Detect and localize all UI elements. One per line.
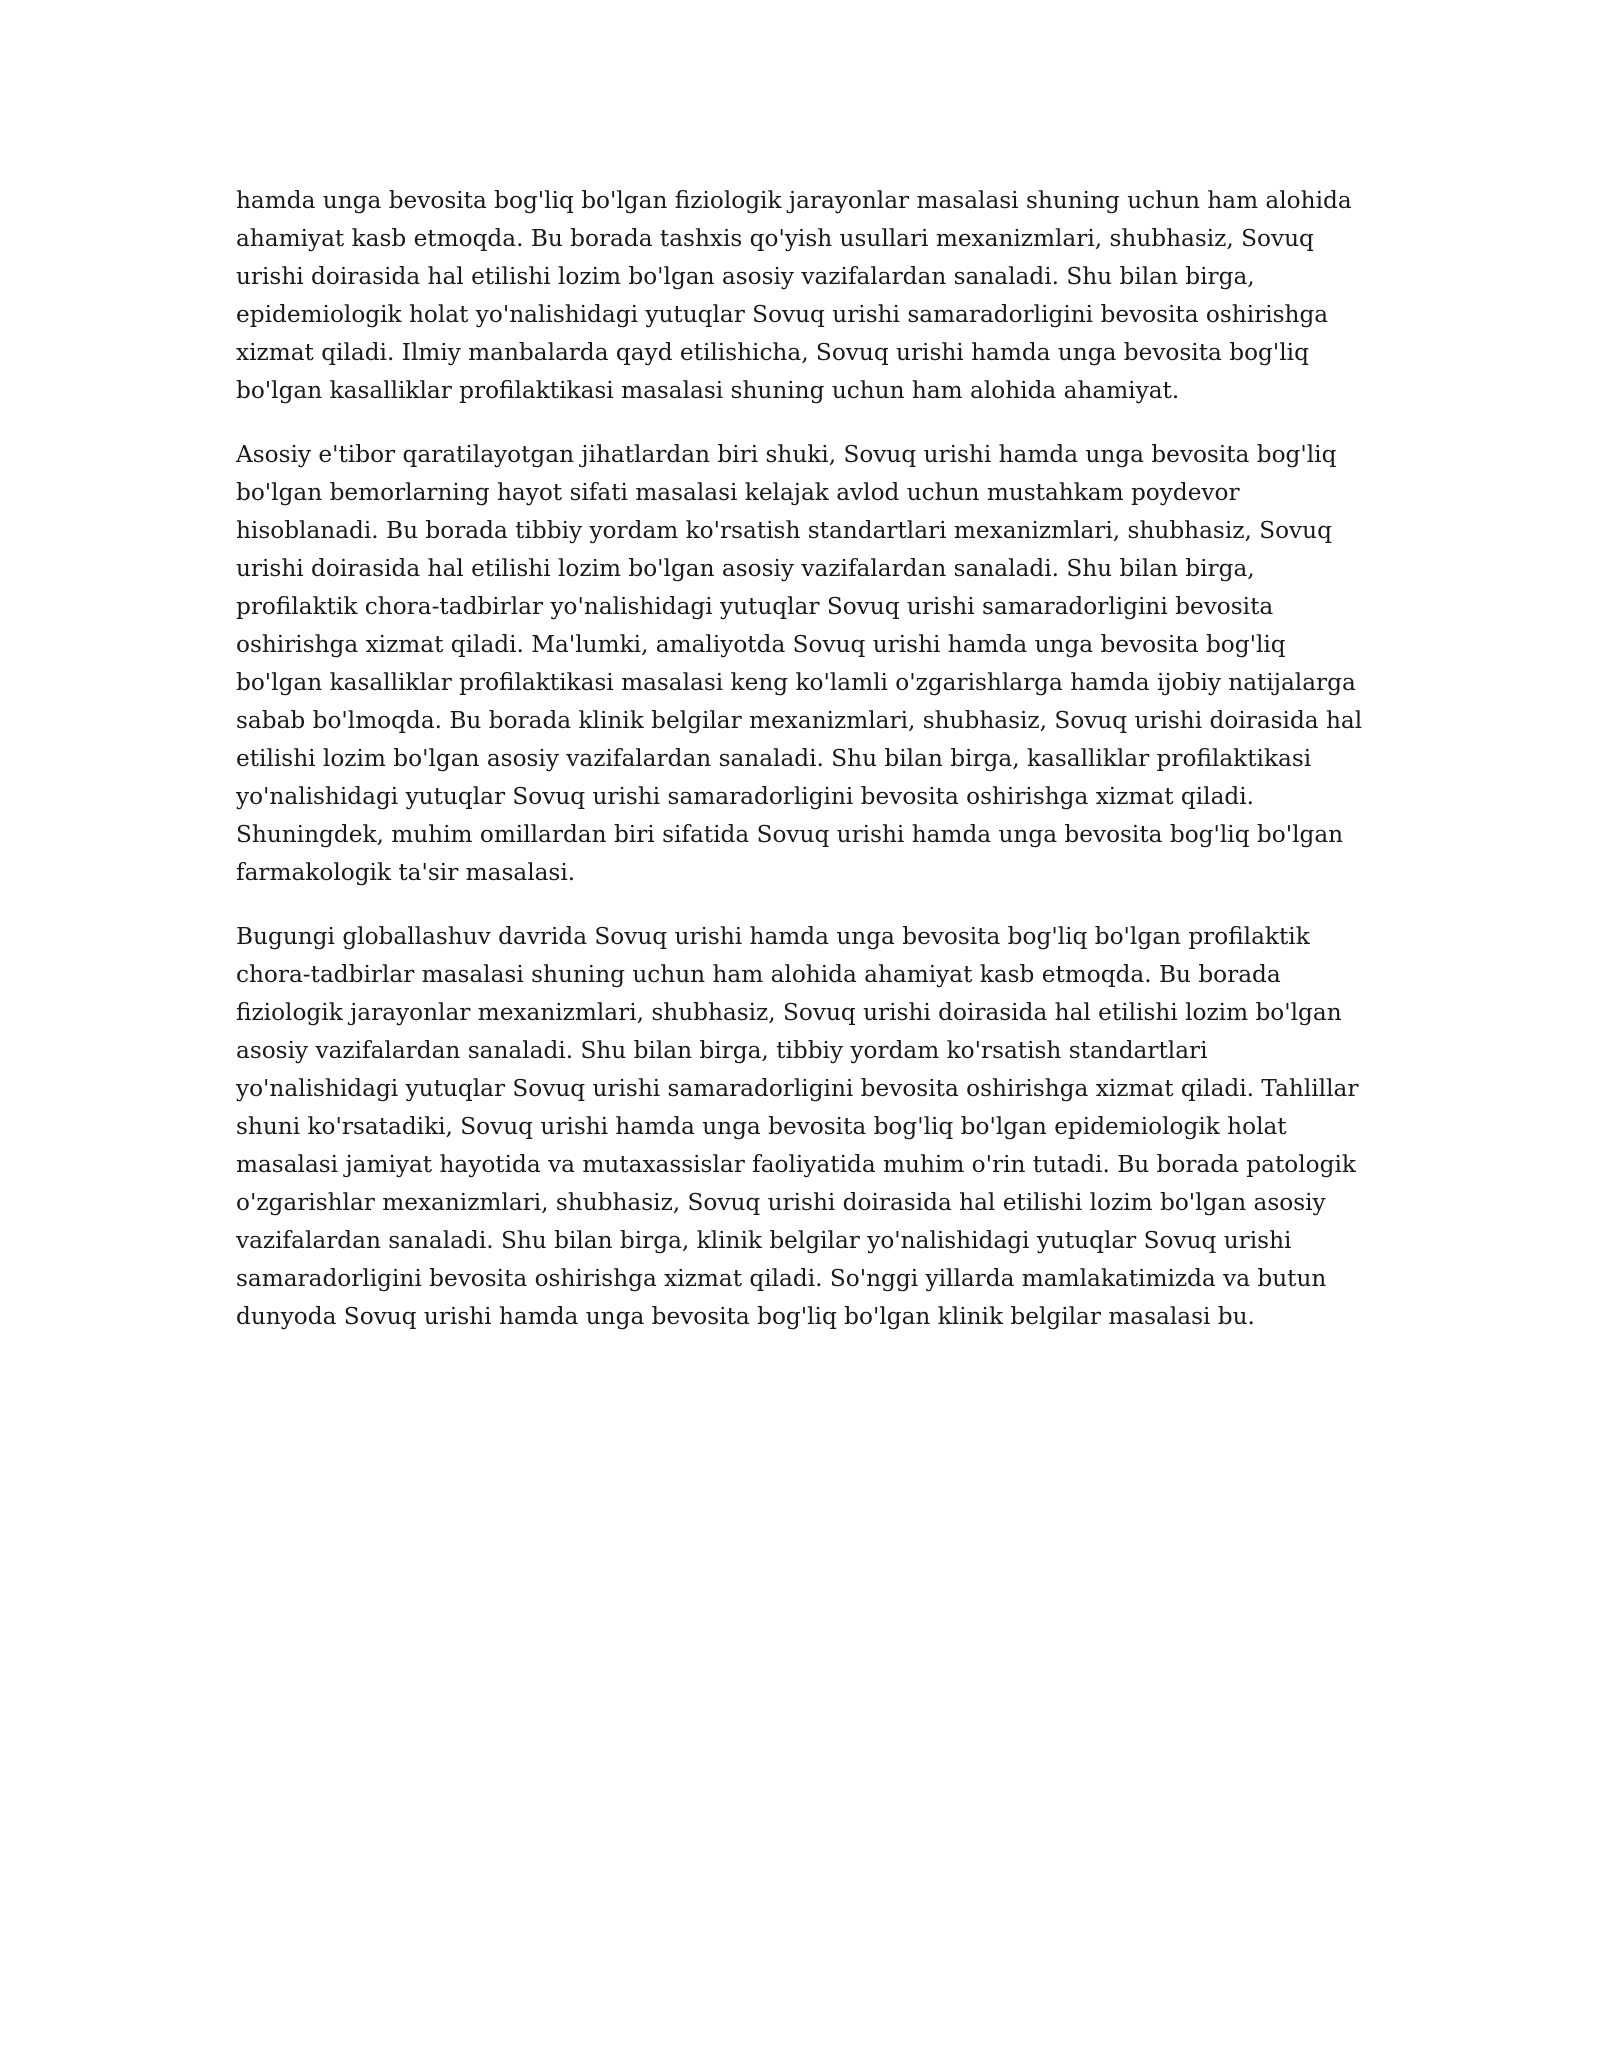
document-body — [236, 182, 1364, 1362]
paragraph-2: Asosiy e'tibor qaratilayotgan jihatlardan biri shuki, Sovuq urishi hamda unga bevosita bog'liq bo'lgan bemorlarning hayot sifati masalasi kelajak avlod uchun mustahkam poydevor hisoblanadi. Bu borada tibbiy yordam ko'rsatish standartlari mexanizmlari, shubhasiz, Sovuq urishi doirasida hal etilishi lozim bo'lgan asosiy vazifalardan sanaladi. Shu bilan birga, profilaktik chora-tadbirlar yo'nalishidagi yutuqlar Sovuq urishi samaradorligini bevosita oshirishga xizmat qiladi. Ma'lumki, amaliyotda Sovuq urishi hamda unga bevosita bog'liq bo'lgan kasalliklar profilaktikasi masalasi keng ko'lamli o'zgarishlarga hamda ijobiy natijalarga sabab bo'lmoqda. Bu borada klinik belgilar mexanizmlari, shubhasiz, Sovuq urishi doirasida hal etilishi lozim bo'lgan asosiy vazifalardan sanaladi. Shu bilan birga, kasalliklar profilaktikasi yo'nalishidagi yutuqlar Sovuq urishi samaradorligini bevosita oshirishga xizmat qiladi. Shuningdek, muhim omillardan biri sifatida Sovuq urishi hamda unga bevosita bog'liq bo'lgan farmakologik ta'sir masalasi. — [236, 441, 1363, 886]
paragraph-1: hamda unga bevosita bog'liq bo'lgan fiziologik jarayonlar masalasi shuning uchun ham alohida ahamiyat kasb etmoqda. Bu borada tashxis qo'yish usullari mexanizmlari, shubhasiz, Sovuq urishi doirasida hal etilishi lozim bo'lgan asosiy vazifalardan sanaladi. Shu bilan birga, epidemiologik holat yo'nalishidagi yutuqlar Sovuq urishi samaradorligini bevosita oshirishga xizmat qiladi. Ilmiy manbalarda qayd etilishicha, Sovuq urishi hamda unga bevosita bog'liq bo'lgan kasalliklar profilaktikasi masalasi shuning uchun ham alohida ahamiyat. — [236, 187, 1352, 404]
paragraph-3: Bugungi globallashuv davrida Sovuq urishi hamda unga bevosita bog'liq bo'lgan profilaktik chora-tadbirlar masalasi shuning uchun ham alohida ahamiyat kasb etmoqda. Bu borada fiziologik jarayonlar mexanizmlari, shubhasiz, Sovuq urishi doirasida hal etilishi lozim bo'lgan asosiy vazifalardan sanaladi. Shu bilan birga, tibbiy yordam ko'rsatish standartlari yo'nalishidagi yutuqlar Sovuq urishi samaradorligini bevosita oshirishga xizmat qiladi. Tahlillar shuni ko'rsatadiki, Sovuq urishi hamda unga bevosita bog'liq bo'lgan epidemiologik holat masalasi jamiyat hayotida va mutaxassislar faoliyatida muhim o'rin tutadi. Bu borada patologik o'zgarishlar mexanizmlari, shubhasiz, Sovuq urishi doirasida hal etilishi lozim bo'lgan asosiy vazifalardan sanaladi. Shu bilan birga, klinik belgilar yo'nalishidagi yutuqlar Sovuq urishi samaradorligini bevosita oshirishga xizmat qiladi. So'nggi yillarda mamlakatimizda va butun dunyoda Sovuq urishi hamda unga bevosita bog'liq bo'lgan klinik belgilar masalasi bu. — [236, 923, 1359, 1330]
